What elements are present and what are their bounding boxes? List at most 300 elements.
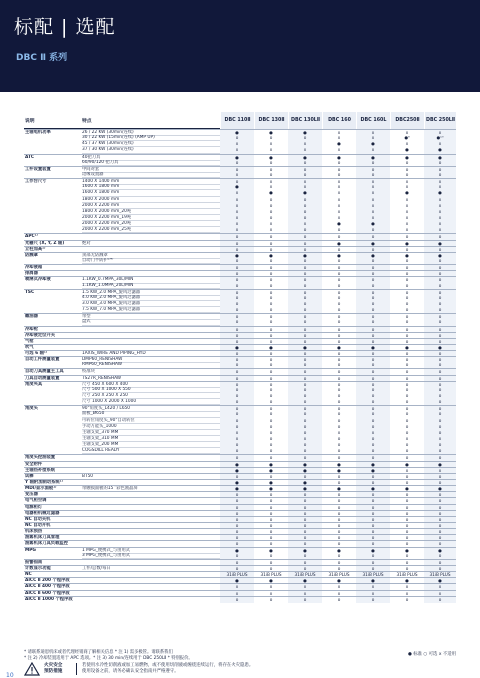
row-value: o	[424, 277, 456, 283]
row-value: o	[288, 387, 322, 393]
row-label: AICC Ⅱ 400 个程序段	[25, 584, 70, 590]
row-value: o	[405, 516, 409, 522]
row-value: o	[269, 240, 273, 246]
row-value: o	[337, 171, 341, 177]
row-value: o	[424, 333, 456, 339]
row-value: o	[356, 283, 390, 289]
row-value: x	[337, 208, 341, 214]
row-value: o	[269, 159, 273, 165]
row-feature: 90°角度头_L420 / L650	[82, 406, 220, 412]
row-value: o	[405, 159, 409, 165]
row-value: o	[269, 246, 273, 252]
row-value: o	[269, 271, 273, 277]
row-value: o	[288, 209, 322, 215]
page-number: 10	[6, 672, 14, 678]
row-value: o	[269, 375, 273, 381]
row-feature: 盘式	[82, 319, 220, 325]
row-feature: 带触摸面板的15 ″彩色液晶屏	[82, 486, 220, 492]
row-value: x	[220, 203, 254, 209]
row-value: x	[269, 184, 273, 190]
row-value: o	[288, 529, 322, 535]
row-value: o	[269, 202, 273, 208]
row-label: 立柱加高¹⁾	[25, 246, 46, 252]
row-value: ●	[288, 253, 322, 259]
row-value: o	[356, 566, 390, 572]
row-value: o	[424, 295, 456, 301]
row-value: 31iB PLUS	[424, 572, 456, 578]
footnote: * 注 2) 冷却装置适用于 APC 选项。* 注 3) 30 min/连续用于 DBC 250LⅡ * 特别报价。	[24, 655, 193, 661]
row-value: o	[220, 455, 254, 461]
safety-notice	[24, 662, 456, 676]
row-value: o	[405, 300, 409, 306]
row-value: o	[220, 160, 254, 166]
row-value: o	[288, 197, 322, 203]
row-label: 可选 6 轴¹⁾	[25, 351, 47, 357]
row-feature: 1800 X 2000 mm	[82, 197, 220, 203]
row-label: 角度头挖油装置	[25, 455, 56, 461]
row-value: o	[337, 314, 341, 320]
row-label: 变压器	[25, 492, 38, 498]
row-label: 防溅罩	[25, 252, 38, 258]
row-value: o	[405, 523, 409, 528]
row-value: o	[356, 529, 390, 535]
row-value: o	[220, 442, 254, 448]
row-value: o	[424, 247, 456, 253]
row-value: ●	[220, 253, 254, 259]
row-feature: 26 / 22 KW (30min/连续)	[82, 130, 220, 136]
row-value: o	[220, 597, 254, 603]
header-model: DBC 130Ⅱ	[254, 112, 288, 129]
row-value: ●	[424, 253, 456, 259]
row-value: o	[337, 386, 341, 392]
row-label: ATC	[25, 154, 35, 160]
row-value: o	[424, 492, 456, 498]
row-value: ●	[269, 547, 273, 553]
row-value: o	[405, 510, 409, 516]
row-value: ●	[220, 155, 254, 161]
row-label: 刀具自动测量装置	[25, 375, 60, 381]
row-label: 角度夹具	[25, 381, 43, 387]
row-value: o	[220, 566, 254, 572]
row-label: 机床预热	[25, 529, 43, 535]
row-value: o	[288, 277, 322, 283]
row-value: x	[424, 468, 456, 474]
row-value: o	[220, 319, 254, 325]
table-row	[24, 596, 456, 602]
row-value: o	[288, 258, 322, 264]
row-value: o	[424, 529, 456, 535]
row-value: o	[269, 498, 273, 504]
row-value: o	[288, 560, 322, 566]
divider	[76, 663, 77, 675]
row-feature: 1800 X 2000 mm_20吨	[82, 209, 220, 215]
row-value: o	[424, 319, 456, 325]
spec-table	[24, 112, 456, 602]
row-value: ●	[405, 154, 409, 160]
row-value: x	[337, 179, 341, 185]
row-value: o	[405, 357, 409, 363]
row-value: o	[337, 319, 341, 325]
row-value: o	[288, 234, 322, 240]
row-value: o	[269, 214, 273, 220]
row-feature: 中间对套	[82, 167, 220, 173]
row-value: o	[356, 271, 390, 277]
row-feature: 1.1KW_0.7MPA_30L/MIN	[82, 277, 220, 283]
row-value: ●	[269, 130, 273, 135]
row-value: o	[356, 505, 390, 511]
row-value: ●	[405, 344, 409, 350]
row-value: x	[288, 184, 322, 190]
row-value: x	[405, 208, 409, 214]
row-value: x	[220, 436, 254, 442]
row-value: x	[337, 147, 341, 153]
row-value: o	[424, 505, 456, 511]
row-value: o	[405, 448, 409, 454]
row-value: x	[405, 214, 409, 220]
row-value: o	[405, 326, 409, 332]
row-value: o	[424, 566, 456, 572]
row-value: o	[288, 430, 322, 436]
header-model: DBC250Ⅱ	[390, 112, 424, 129]
row-value: x	[424, 209, 456, 215]
row-value: o	[424, 560, 456, 566]
row-value: ●	[405, 147, 409, 153]
row-value: o	[356, 290, 390, 296]
warning-triangle-icon	[24, 662, 40, 676]
row-value: o	[337, 326, 341, 332]
header-model: DBC 160	[322, 112, 356, 129]
row-feature: 尺寸 1000 X 2000 X 1000	[82, 399, 220, 405]
row-value: o	[269, 234, 273, 240]
row-value: x	[405, 184, 409, 190]
row-value: o	[337, 332, 341, 338]
row-feature: 尺寸 500 X 1000 X 550	[82, 387, 220, 393]
row-value: ●	[337, 344, 341, 350]
row-value: o	[337, 166, 341, 172]
row-value: o	[405, 246, 409, 252]
row-label: 光栅尺 (X, Y, Z 轴)	[25, 240, 65, 246]
row-value: o	[424, 430, 456, 436]
row-value: ●	[288, 155, 322, 161]
series-subtitle: DBC Ⅱ 系列	[16, 53, 68, 63]
row-value: o	[356, 227, 390, 233]
row-value: o	[288, 135, 322, 141]
row-value: o	[269, 257, 273, 263]
row-value: ●	[405, 578, 409, 584]
row-value: o	[424, 442, 456, 448]
row-value: o	[337, 535, 341, 541]
row-value: o	[356, 369, 390, 375]
row-value: ●	[356, 462, 390, 468]
row-value: x	[405, 202, 409, 208]
row-value: x	[288, 147, 322, 153]
row-value: ●	[269, 486, 273, 492]
row-value: o	[405, 559, 409, 565]
row-value: o	[288, 424, 322, 430]
row-value: o	[288, 307, 322, 313]
row-label: 吹气	[25, 344, 34, 350]
row-value: x	[405, 221, 409, 227]
symbol-legend: ● 标准 ○ 可选 x 不适用	[408, 652, 456, 657]
row-value: o	[220, 424, 254, 430]
row-value: o	[269, 369, 273, 375]
row-value: x	[356, 147, 390, 153]
row-value: x	[269, 179, 273, 185]
row-value: o	[337, 246, 341, 252]
row-value: o	[269, 541, 273, 547]
row-value: o	[337, 423, 341, 429]
row-label: MPG	[25, 547, 36, 553]
row-value: o	[405, 429, 409, 435]
row-value: ●¹⁰	[424, 135, 456, 141]
row-value: o	[337, 492, 341, 498]
row-value: o	[288, 541, 322, 547]
row-value: o	[269, 523, 273, 528]
header-model: DBC 250LⅡ	[424, 112, 456, 129]
row-value: o	[269, 448, 273, 454]
row-value: ●⁹	[404, 135, 410, 141]
row-value: ●	[220, 480, 254, 486]
safety-label: 火灾安全 预防措施	[44, 663, 63, 674]
row-value: o	[337, 516, 341, 522]
row-feature: 主轴支架_370 MM	[82, 430, 220, 436]
row-value: o	[337, 417, 341, 423]
row-feature: RMP60_RENISHAW	[82, 362, 220, 368]
row-value: o	[337, 406, 341, 412]
header-model: DBC 110Ⅱ	[220, 112, 254, 129]
row-feature: 校准块	[82, 369, 220, 375]
row-value: 31iB PLUS	[356, 572, 390, 578]
row-value: o	[337, 498, 341, 504]
row-value: o	[424, 327, 456, 333]
row-value: o	[269, 277, 273, 283]
row-feature: 1600 X 1800 mm	[82, 190, 220, 196]
row-value: o	[405, 375, 409, 381]
row-value: o	[288, 448, 322, 454]
row-value: x	[405, 196, 409, 202]
page-header	[0, 0, 480, 92]
row-value: o	[337, 362, 341, 368]
row-value: x	[288, 141, 322, 147]
row-value: x	[269, 141, 273, 147]
row-value: o	[288, 399, 322, 405]
row-value: x	[337, 584, 341, 590]
row-feature: 40把刀具	[82, 155, 220, 161]
row-value: o	[337, 559, 341, 565]
row-value: o	[356, 382, 390, 388]
row-value: o	[269, 307, 273, 313]
row-value: ●	[356, 221, 390, 227]
row-value: o	[356, 492, 390, 498]
row-feature: 面板_Ø650	[82, 411, 220, 417]
row-value: o	[424, 314, 456, 320]
row-value: ●	[356, 253, 390, 259]
row-value: x	[269, 584, 273, 590]
row-value: o	[405, 529, 409, 535]
row-value: ●	[337, 467, 341, 473]
row-value: o	[269, 406, 273, 412]
row-value: ●	[269, 480, 273, 486]
row-feature: 2000 X 2200 mm_19吨	[82, 215, 220, 221]
row-value: o	[288, 498, 322, 504]
row-value: o	[405, 314, 409, 320]
row-value: o	[356, 314, 390, 320]
row-value: o	[424, 511, 456, 517]
row-value: x	[424, 203, 456, 209]
row-value: x	[424, 591, 456, 597]
row-value: o	[337, 436, 341, 442]
row-value: x	[424, 227, 456, 233]
row-value: o	[288, 393, 322, 399]
table-body	[24, 129, 456, 602]
row-value: o	[424, 283, 456, 289]
row-value: x	[337, 196, 341, 202]
row-value: ●	[405, 547, 409, 553]
table-header	[24, 112, 456, 129]
row-value: o	[424, 411, 456, 417]
row-value: o	[337, 596, 341, 602]
row-feature: 尺寸 250 X 250 X 250	[82, 393, 220, 399]
row-value: o	[337, 227, 341, 233]
row-value: ●	[220, 130, 254, 136]
row-value: ●	[220, 578, 254, 584]
row-value: o	[269, 338, 273, 344]
row-value: o	[269, 381, 273, 387]
row-feature: 尺寸 450 X 600 X 400	[82, 382, 220, 388]
row-value: x	[220, 147, 254, 153]
row-value: o	[424, 258, 456, 264]
row-value: o	[405, 535, 409, 541]
row-value: o	[405, 319, 409, 325]
row-value: o	[424, 553, 456, 559]
row-feature: 可转位角度头_90°自动转位	[82, 418, 220, 424]
row-value: ●	[220, 548, 254, 554]
row-value: o	[269, 510, 273, 516]
row-value: o	[337, 442, 341, 448]
row-value: o	[356, 541, 390, 547]
row-value: o	[337, 411, 341, 417]
row-value: o	[337, 357, 341, 363]
row-value: ●	[356, 141, 390, 147]
header-feature-col: 特点	[82, 119, 92, 124]
row-value: o	[405, 596, 409, 602]
row-value: o	[269, 351, 273, 357]
row-value: ●	[269, 461, 273, 467]
row-value: o	[337, 565, 341, 571]
row-value: o	[220, 474, 254, 480]
row-value: o	[288, 319, 322, 325]
row-value: 31iB PLUS	[396, 572, 418, 578]
row-value: o	[288, 167, 322, 173]
row-value: o	[220, 290, 254, 296]
row-value: o	[269, 552, 273, 558]
row-label: 冷却液箱	[25, 265, 43, 271]
row-value: o	[424, 448, 456, 454]
row-value: o	[220, 418, 254, 424]
footnote: * 请联系迪恩机床或者代理经销商了解相关信息 * 注 1) 需多极管。请联系我们	[24, 650, 173, 655]
row-value: o	[356, 247, 390, 253]
row-value: o	[405, 417, 409, 423]
row-value: o	[337, 338, 341, 344]
row-value: x	[337, 184, 341, 190]
row-label: 自动刀具测量主工具	[25, 369, 64, 375]
row-value: o	[424, 369, 456, 375]
row-value: o	[269, 357, 273, 363]
row-label: APC¹⁾	[25, 234, 38, 240]
row-feature: 手动万能头_1000	[82, 424, 220, 430]
row-value: o	[405, 455, 409, 461]
row-label: 工件设置装置	[25, 166, 51, 172]
row-value: ●	[424, 155, 456, 161]
row-value: o	[220, 406, 254, 412]
row-value: ●	[356, 578, 390, 584]
row-value: o	[220, 535, 254, 541]
row-value: x	[356, 584, 390, 590]
row-value: o	[220, 560, 254, 566]
row-value: o	[405, 552, 409, 558]
row-value: o	[356, 160, 390, 166]
row-value: o	[337, 234, 341, 240]
row-label: 计数显示功能	[25, 565, 51, 571]
row-value: o	[337, 300, 341, 306]
row-label: 电器柜机械过滤器	[25, 510, 60, 516]
row-value: ●	[220, 486, 254, 492]
row-value: o	[288, 283, 322, 289]
row-value: o	[288, 523, 322, 529]
row-label: AICC Ⅱ 200 个程序段	[25, 578, 70, 584]
row-value: o	[337, 289, 341, 295]
row-feature: 1400 X 1400 mm	[82, 179, 220, 185]
row-value: o	[269, 326, 273, 332]
row-value: o	[405, 294, 409, 300]
row-value: o	[337, 351, 341, 357]
row-value: o	[405, 257, 409, 263]
row-value: o	[356, 234, 390, 240]
row-feature: 2000 X 2200 mm_25吨	[82, 227, 220, 233]
row-value: ●	[269, 252, 273, 258]
row-value: o	[288, 215, 322, 221]
row-value: o	[337, 393, 341, 399]
row-value: o	[269, 399, 273, 405]
row-value: o	[424, 597, 456, 603]
row-value: o	[405, 265, 409, 271]
row-value: o	[424, 406, 456, 412]
row-value: o	[424, 455, 456, 461]
row-value: o	[288, 442, 322, 448]
row-value: ●	[424, 345, 456, 351]
row-value: o	[424, 480, 456, 486]
row-value: o	[356, 517, 390, 523]
row-value: o	[356, 265, 390, 271]
row-value: o	[269, 386, 273, 392]
row-value: o	[269, 492, 273, 498]
row-value: o	[220, 265, 254, 271]
row-value: 31iB PLUS	[328, 572, 350, 578]
row-value: o	[220, 382, 254, 388]
row-value: o	[269, 282, 273, 288]
row-value: x	[424, 584, 456, 590]
row-value: o	[337, 265, 341, 271]
row-value: o	[424, 167, 456, 173]
row-value: ●	[337, 578, 341, 584]
row-value: ●	[337, 461, 341, 467]
row-value: o	[337, 294, 341, 300]
row-value: x	[405, 227, 409, 233]
footnotes	[24, 650, 193, 661]
row-value: o	[405, 369, 409, 375]
row-value: x	[220, 430, 254, 436]
row-value: o	[269, 393, 273, 399]
